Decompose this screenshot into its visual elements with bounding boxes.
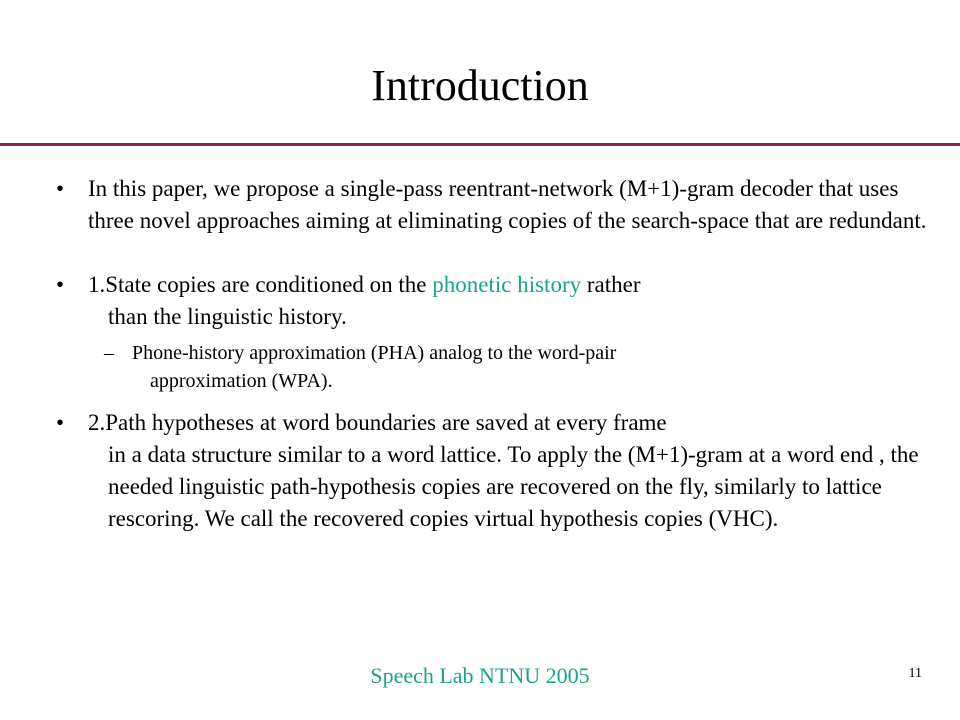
bullet-state-copies-text-before: 1.State copies are conditioned on the (88, 272, 433, 297)
phonetic-history-highlight: phonetic history (432, 272, 582, 297)
dash-icon: – (104, 342, 114, 364)
title-divider (0, 143, 960, 146)
subbullet-pha (56, 339, 936, 395)
slide-content (56, 173, 936, 535)
bullet-state-copies (56, 269, 936, 333)
subbullet-pha-line2: approximation (WPA). (150, 370, 333, 392)
footer-lab-name: Speech Lab NTNU 2005 (370, 663, 590, 688)
bullet-path-hypotheses (56, 407, 936, 535)
bullet-state-copies-text-after: rather (581, 272, 641, 297)
bullet-path-hypotheses-rest: in a data structure similar to a word lattice. To apply the (M+1)-gram at a word end , the needed linguistic path-hypothesis copies are recovered on the fly, similarly to lattice rescoring. We call the recovered copies virtual hypothesis copies (VHC). (108, 442, 919, 531)
bullet-icon: • (56, 272, 65, 297)
bullet-intro (56, 173, 936, 237)
bullet-icon: • (56, 410, 65, 435)
page-number: 11 (908, 666, 922, 681)
bullet-intro-text: In this paper, we propose a single-pass reentrant-network (M+1)-gram decoder that uses three novel approaches aiming at eliminating copies of the search-space that are redundant. (88, 176, 927, 233)
subbullet-pha-line1: Phone-history approximation (PHA) analog to the word-pair (132, 342, 617, 364)
bullet-state-copies-line2: than the linguistic history. (108, 304, 347, 329)
slide-title: Introduction (371, 61, 589, 110)
bullet-icon: • (56, 176, 65, 201)
bullet-path-hypotheses-line1: 2.Path hypotheses at word boundaries are saved at every frame (88, 410, 667, 435)
